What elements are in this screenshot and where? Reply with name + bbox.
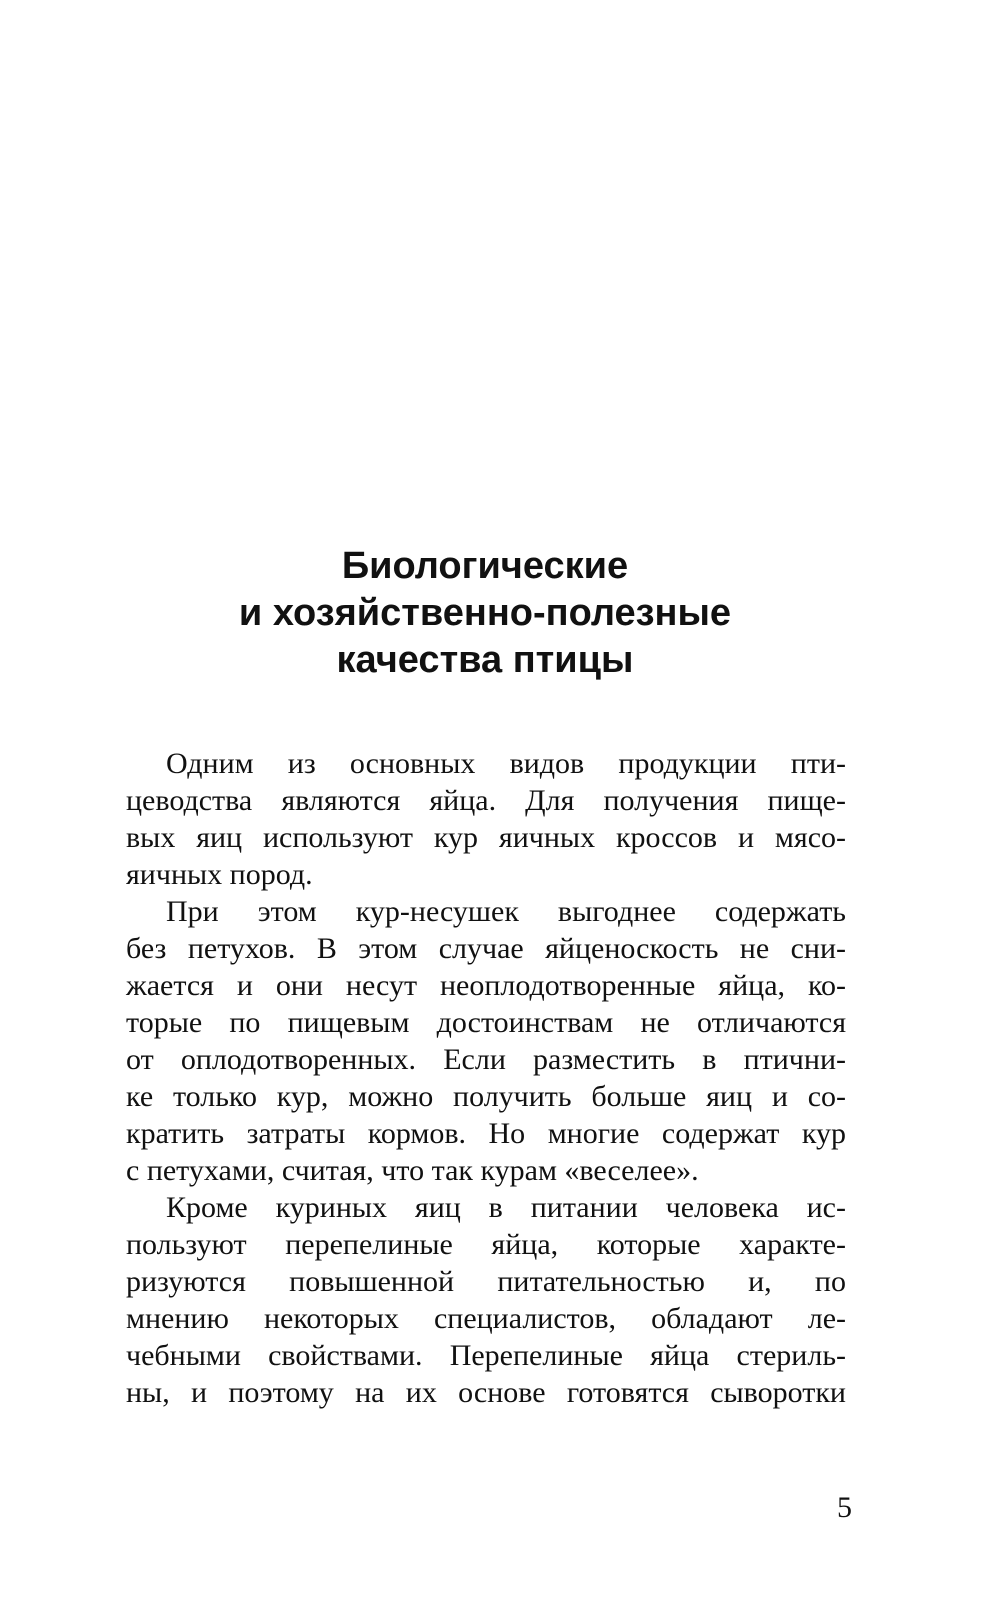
text-line: пользуют перепелиные яйца, которые характе- [126,1228,846,1261]
text-line: с петухами, считая, что так курам «веселее». [126,1154,699,1187]
chapter-heading [100,543,870,684]
page-number: 5 [837,1491,852,1524]
text-line: без петухов. В этом случае яйценоскость не сни- [126,932,846,965]
heading-line: Биологические [341,545,629,587]
paragraph [126,745,846,893]
paragraph [126,893,846,1189]
text-line: яичных пород. [126,858,313,891]
text-line: чебными свойствами. Перепелиные яйца стериль- [126,1339,846,1372]
text-line: ризуются повышенной питательностью и, по [126,1265,846,1298]
body-text [126,745,846,1411]
paragraph [126,1189,846,1411]
text-line: цеводства являются яйца. Для получения пище- [126,784,846,817]
text-line: от оплодотворенных. Если разместить в птични- [126,1043,846,1076]
text-line: кратить затраты кормов. Но многие содержат кур [126,1117,846,1150]
text-line: торые по пищевым достоинствам не отличаются [126,1006,846,1039]
text-line: жается и они несут неоплодотворенные яйца, ко- [126,969,846,1002]
text-line: вых яиц используют кур яичных кроссов и мясо- [126,821,846,854]
text-line: Кроме куриных яиц в питании человека ис- [166,1191,846,1224]
text-line: мнению некоторых специалистов, обладают ле- [126,1302,846,1335]
text-line: ны, и поэтому на их основе готовятся сыворотки [126,1376,846,1409]
text-line: ке только кур, можно получить больше яиц и со- [126,1080,846,1113]
text-line: Одним из основных видов продукции пти- [166,747,846,780]
heading-line: качества птицы [336,639,634,681]
text-line: При этом кур-несушек выгоднее содержать [166,895,846,928]
heading-line: и хозяйственно-полезные [238,592,732,634]
